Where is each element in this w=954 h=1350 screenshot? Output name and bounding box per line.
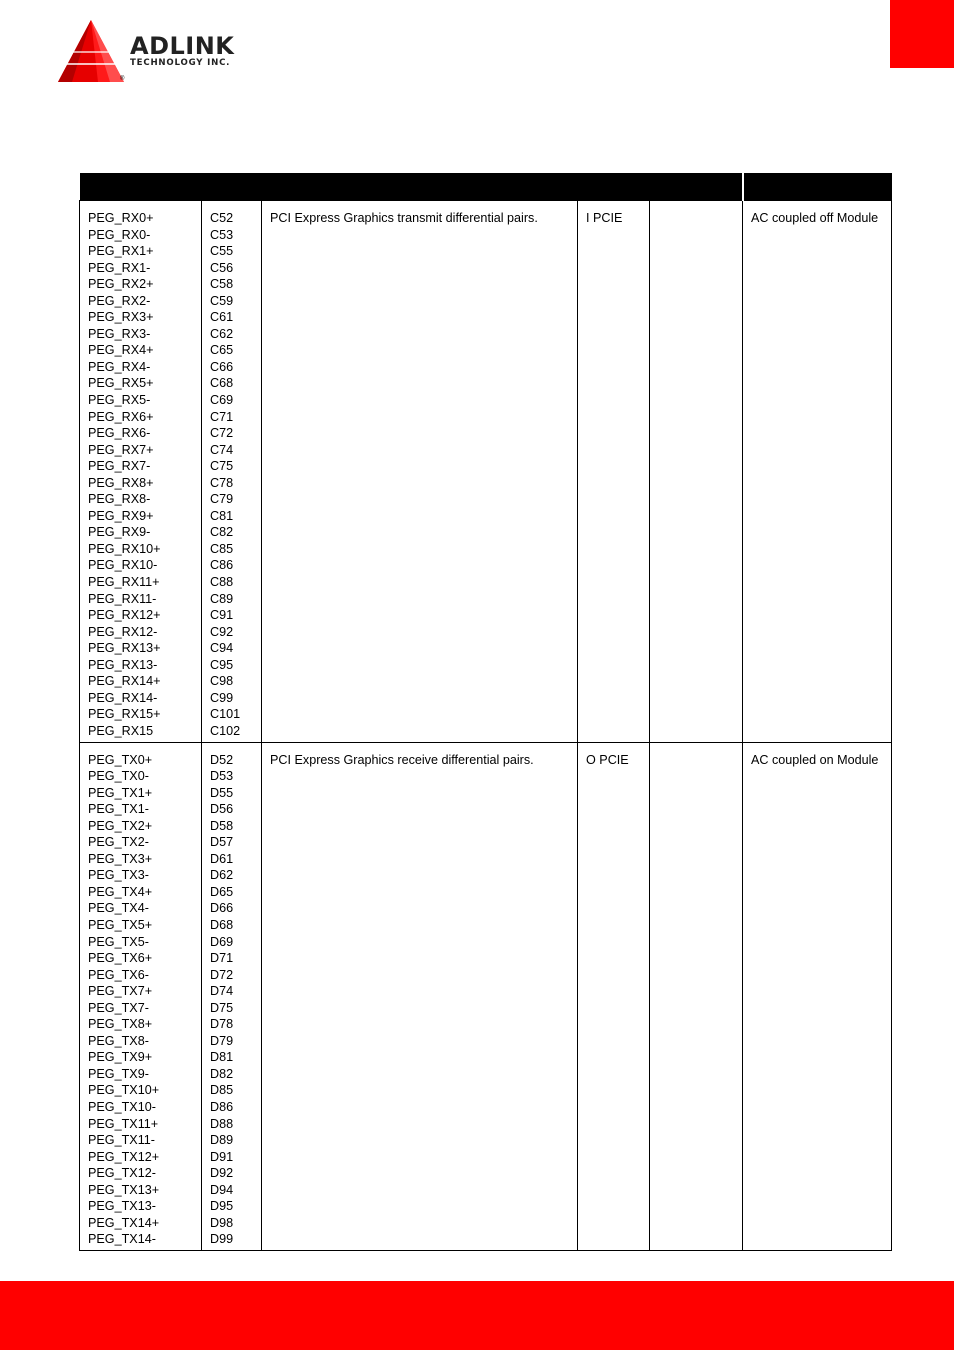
signal-name: PEG_TX7- <box>88 1000 149 1015</box>
pin-number: D56 <box>210 802 234 817</box>
signal-name: PEG_TX9- <box>88 1066 149 1081</box>
signal-name: PEG_TX5+ <box>88 917 153 932</box>
pin-number: C89 <box>210 591 234 606</box>
pin-number: C58 <box>210 277 234 292</box>
pin-number: D99 <box>210 1232 234 1247</box>
signal-name: PEG_TX13+ <box>88 1182 160 1197</box>
pin-list <box>202 742 262 1250</box>
pin-number: C74 <box>210 442 234 457</box>
signal-name: PEG_TX10- <box>88 1099 156 1114</box>
pin-number: C94 <box>210 641 234 656</box>
signal-name: PEG_TX13- <box>88 1199 156 1214</box>
signal-name: PEG_TX12- <box>88 1166 156 1181</box>
pin-number: C101 <box>210 707 241 722</box>
comment-cell: AC coupled off Module <box>743 201 892 743</box>
brand-subtitle: TECHNOLOGY INC. <box>130 58 231 68</box>
pin-number: D65 <box>210 884 234 899</box>
brand-name: ADLINK <box>130 32 235 60</box>
signal-name: PEG_RX8+ <box>88 475 154 490</box>
pin-number: D78 <box>210 1017 234 1032</box>
pin-number: D94 <box>210 1182 234 1197</box>
signal-name: PEG_RX10+ <box>88 541 161 556</box>
signal-name: PEG_TX2- <box>88 835 149 850</box>
signal-name: PEG_RX15+ <box>88 707 161 722</box>
signal-name: PEG_TX3- <box>88 868 149 883</box>
description-cell: PCI Express Graphics receive differential pairs. <box>262 742 578 1250</box>
comment-cell: AC coupled on Module <box>743 742 892 1250</box>
signal-name: PEG_RX7+ <box>88 442 154 457</box>
pin-number: C52 <box>210 211 234 225</box>
pin-number: C53 <box>210 227 234 242</box>
signal-name: PEG_RX2+ <box>88 277 154 292</box>
header-cell <box>80 173 202 201</box>
pin-number: C102 <box>210 723 241 738</box>
signal-name: PEG_RX12- <box>88 624 158 639</box>
signal-list <box>80 742 202 1250</box>
signal-name: PEG_RX14+ <box>88 674 161 689</box>
pin-number: D75 <box>210 1000 234 1015</box>
pin-number: C71 <box>210 409 234 424</box>
signal-name: PEG_TX2+ <box>88 818 153 833</box>
signal-name: PEG_RX1- <box>88 260 151 275</box>
signal-name: PEG_RX6+ <box>88 409 154 424</box>
pin-number: C91 <box>210 608 234 623</box>
header-cell <box>650 173 743 201</box>
signal-name: PEG_TX3+ <box>88 851 153 866</box>
signal-name: PEG_RX2- <box>88 293 151 308</box>
pin-number: D89 <box>210 1133 234 1148</box>
signal-name: PEG_RX6- <box>88 426 151 441</box>
description-cell: PCI Express Graphics transmit differential pairs. <box>262 201 578 743</box>
signal-name: PEG_TX11+ <box>88 1116 159 1131</box>
pin-number: D57 <box>210 835 234 850</box>
signal-name: PEG_RX9- <box>88 525 151 540</box>
pin-number: C72 <box>210 426 234 441</box>
pin-number: D61 <box>210 851 234 866</box>
signal-name: PEG_RX12+ <box>88 608 161 623</box>
signal-name: PEG_TX4+ <box>88 884 153 899</box>
io-type-cell: O PCIE <box>578 742 650 1250</box>
pin-number: D92 <box>210 1166 234 1181</box>
table-row <box>80 742 892 1250</box>
header-cell <box>578 173 650 201</box>
signal-name: PEG_RX1+ <box>88 244 154 259</box>
pin-number: D74 <box>210 984 234 999</box>
pin-number: C86 <box>210 558 234 573</box>
signal-table <box>79 173 891 1251</box>
pin-number: D86 <box>210 1099 234 1114</box>
pin-number: D58 <box>210 818 234 833</box>
signal-name: PEG_RX0+ <box>88 211 154 225</box>
signal-name: PEG_TX14- <box>88 1232 156 1247</box>
signal-name: PEG_TX5- <box>88 934 149 949</box>
pin-list <box>202 201 262 743</box>
signal-name: PEG_RX8- <box>88 492 151 507</box>
registered-mark: ® <box>120 76 125 82</box>
pin-number: D52 <box>210 752 234 767</box>
signal-name: PEG_RX3- <box>88 326 151 341</box>
signal-name: PEG_TX14+ <box>88 1215 160 1230</box>
pin-number: D95 <box>210 1199 234 1214</box>
pin-number: C68 <box>210 376 234 391</box>
signal-name: PEG_TX4- <box>88 901 149 916</box>
io-type-cell: I PCIE <box>578 201 650 743</box>
signal-name: PEG_TX6+ <box>88 951 153 966</box>
pin-number: C62 <box>210 326 234 341</box>
company-logo <box>58 18 268 88</box>
pin-number: C55 <box>210 244 234 259</box>
signal-name: PEG_RX5- <box>88 393 151 408</box>
signal-name: PEG_RX4- <box>88 359 151 374</box>
signal-name: PEG_TX6- <box>88 967 149 982</box>
header-cell <box>202 173 262 201</box>
signal-name: PEG_TX10+ <box>88 1083 160 1098</box>
pin-number: D69 <box>210 934 234 949</box>
pin-number: C81 <box>210 508 234 523</box>
pin-number: D91 <box>210 1149 234 1164</box>
footer-bar <box>0 1281 954 1350</box>
triangle-logo-icon <box>58 18 128 88</box>
pin-number: C82 <box>210 525 234 540</box>
pin-number: C56 <box>210 260 234 275</box>
signal-name: PEG_RX13- <box>88 657 158 672</box>
pin-number: D71 <box>210 951 234 966</box>
signal-name: PEG_TX8+ <box>88 1017 153 1032</box>
signal-name: PEG_RX7- <box>88 459 151 474</box>
signal-name: PEG_TX9+ <box>88 1050 153 1065</box>
pin-number: C61 <box>210 310 234 325</box>
signal-name: PEG_TX1- <box>88 802 149 817</box>
signal-name: PEG_RX9+ <box>88 508 154 523</box>
signal-name: PEG_TX11- <box>88 1133 155 1148</box>
pin-number: D53 <box>210 769 234 784</box>
pin-number: C85 <box>210 541 234 556</box>
signal-name: PEG_RX3+ <box>88 310 154 325</box>
table-header-row <box>80 173 892 201</box>
pin-number: D81 <box>210 1050 234 1065</box>
signal-name: PEG_RX0- <box>88 227 151 242</box>
pin-number: C98 <box>210 674 234 689</box>
signal-name: PEG_RX13+ <box>88 641 161 656</box>
pin-number: C88 <box>210 575 234 590</box>
signal-name: PEG_TX0- <box>88 769 149 784</box>
signal-name: PEG_RX11+ <box>88 575 160 590</box>
signal-name: PEG_RX14- <box>88 690 158 705</box>
signal-name: PEG_RX4+ <box>88 343 154 358</box>
pin-number: C65 <box>210 343 234 358</box>
table-row <box>80 201 892 743</box>
pin-number: D72 <box>210 967 234 982</box>
signal-name: PEG_TX0+ <box>88 752 153 767</box>
pin-number: D55 <box>210 785 234 800</box>
pin-number: D66 <box>210 901 234 916</box>
pin-number: D82 <box>210 1066 234 1081</box>
signal-name: PEG_RX5+ <box>88 376 154 391</box>
header-cell <box>262 173 578 201</box>
pin-number: C92 <box>210 624 234 639</box>
pin-number: D79 <box>210 1033 234 1048</box>
pin-number: C99 <box>210 690 234 705</box>
signal-name: PEG_TX7+ <box>88 984 153 999</box>
signal-name: PEG_TX12+ <box>88 1149 160 1164</box>
power-rail-cell <box>650 201 743 743</box>
pin-number: D62 <box>210 868 234 883</box>
pin-number: C69 <box>210 393 234 408</box>
pin-number: D98 <box>210 1215 234 1230</box>
pin-number: C78 <box>210 475 234 490</box>
signal-list <box>80 201 202 743</box>
pin-number: D68 <box>210 917 234 932</box>
corner-tab <box>890 0 954 68</box>
pin-number: C66 <box>210 359 234 374</box>
pin-number: C95 <box>210 657 234 672</box>
pin-number: D85 <box>210 1083 234 1098</box>
pin-number: C75 <box>210 459 234 474</box>
signal-name: PEG_RX11- <box>88 591 157 606</box>
pin-number: D88 <box>210 1116 234 1131</box>
signal-name: PEG_RX15 <box>88 723 154 738</box>
pin-number: C79 <box>210 492 234 507</box>
signal-name: PEG_TX8- <box>88 1033 149 1048</box>
signal-name: PEG_RX10- <box>88 558 158 573</box>
power-rail-cell <box>650 742 743 1250</box>
signal-name: PEG_TX1+ <box>88 785 153 800</box>
header-cell <box>743 173 892 201</box>
pin-number: C59 <box>210 293 234 308</box>
